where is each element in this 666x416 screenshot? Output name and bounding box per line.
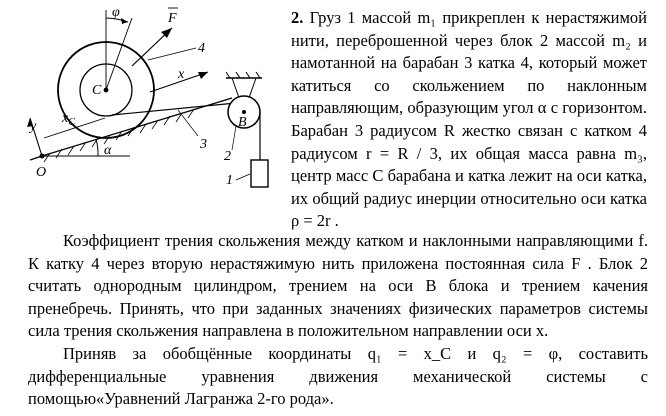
label-y: y — [30, 119, 37, 134]
label-c: C — [92, 83, 102, 98]
label-phi: φ — [112, 5, 120, 20]
leader-3 — [178, 110, 198, 136]
paragraph-friction: Коэффициент трения скольжения между катком и наклонными направляющими f. К катку 4 через вторую нерастяжимую нить приложена постоянная сила F . Блок 2 считать однородным цилиндром, трением на оси B блока и трением качения пренебречь. Принять, что при заданных значениях физических параметров системы сила трения скольжения направлена в положительном направлении оси x. — [28, 231, 648, 341]
problem-text: Груз 1 массой m₁ прикреплен к нерастяжимой нити, переброшенной через блок 2 массой m₂ и намотанной на барабан 3 катка 4, который может катиться со скольжением по наклонным направляющим, образующим угол α с горизонтом. Барабан 3 радиусом R жестко связан с катком 4 радиусом r = R / 3, их общая масса равна m₃, центр масс C барабана и катка лежит на оси катка, их общий радиус инерции относительно оси катка ρ = 2r . — [291, 8, 648, 231]
label-b: B — [238, 115, 247, 130]
problem-number: 2. — [291, 8, 304, 27]
label-3: 3 — [200, 137, 207, 152]
label-2: 2 — [224, 149, 231, 164]
leader-2 — [232, 126, 236, 150]
problem-statement-bottom — [28, 230, 648, 411]
mechanism-figure — [0, 0, 282, 210]
paragraph-task: Приняв за обобщённые координаты q₁ = x_C и q₂ = φ, составить дифференциальные уравнения движения механической системы с помощью«Уравнений Лагранжа 2-го рода». — [28, 343, 648, 409]
alpha-arc — [96, 139, 98, 156]
leader-4 — [148, 48, 196, 60]
problem-statement-right — [291, 7, 647, 233]
label-1: 1 — [226, 173, 233, 188]
phi-arrow — [121, 18, 128, 24]
label-4: 4 — [198, 41, 205, 56]
label-o: O — [36, 165, 47, 180]
x-axis-arrow — [198, 72, 208, 79]
label-force: F — [168, 11, 177, 26]
label-x: x — [178, 67, 185, 82]
load-1 — [251, 160, 268, 187]
block-axis-b — [242, 110, 246, 114]
radius-line — [106, 18, 132, 90]
leader-1 — [236, 174, 250, 180]
thread-drum-block — [112, 103, 236, 115]
label-xc: $x_C$ — [62, 111, 75, 128]
label-alpha: α — [104, 143, 112, 158]
